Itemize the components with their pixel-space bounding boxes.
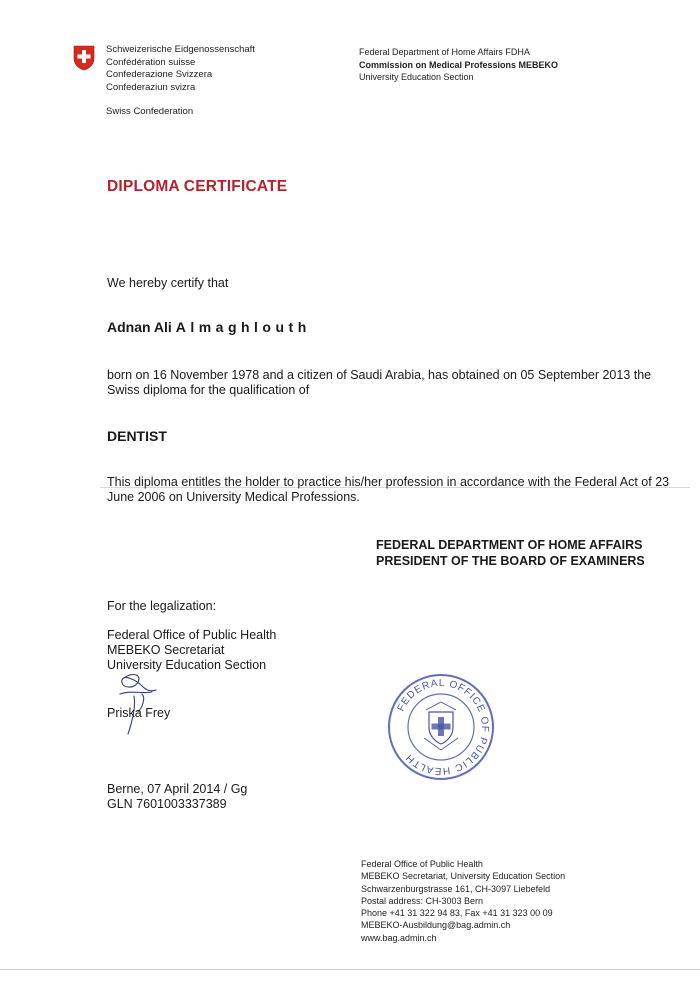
footer-line-secretariat: MEBEKO Secretariat, University Education Section [361, 871, 566, 882]
holder-name [107, 319, 311, 335]
section-line: University Education Section [359, 72, 474, 82]
office-line-2: MEBEKO Secretariat [107, 643, 225, 657]
gln-number: GLN 7601003337389 [107, 797, 227, 811]
department-line: Federal Department of Home Affairs FDHA [359, 47, 530, 57]
confederation-name-rm: Confederaziun svizra [106, 81, 196, 93]
confederation-names [106, 44, 255, 94]
legalization-label: For the legalization: [107, 599, 217, 613]
department-header [359, 46, 558, 84]
confederation-short: Swiss Confederation [106, 106, 194, 117]
confederation-name-de: Schweizerische Eidgenossenschaft [106, 44, 255, 55]
office-line-3: University Education Section [107, 658, 267, 672]
birth-line-2: Swiss diploma for the qualification of [107, 383, 310, 397]
entitlement-paragraph [107, 475, 669, 505]
signatory-name: Priska Frey [107, 706, 171, 720]
commission-line: Commission on Medical Professions MEBEKO [359, 59, 559, 70]
certify-intro: We hereby certify that [107, 276, 229, 290]
footer-line-phone: Phone +41 31 322 94 83, Fax +41 31 323 00 09 [361, 908, 553, 919]
bottom-edge-line [0, 969, 700, 970]
stamp-text: FEDERAL OFFICE OF PUBLIC HEALTH [395, 677, 491, 777]
holder-last-name: Almaghlouth [175, 319, 311, 335]
official-stamp-seal [386, 672, 496, 782]
entitlement-line-1: This diploma entitles the holder to practice his/her profession in accordance with the Federal Act of 23 [107, 475, 670, 489]
footer-line-office: Federal Office of Public Health [361, 859, 483, 869]
birth-paragraph [107, 368, 651, 398]
authority-line-1: FEDERAL DEPARTMENT OF HOME AFFAIRS [376, 538, 643, 552]
holder-first-name: Adnan Ali [107, 319, 172, 335]
place-date: Berne, 07 April 2014 / Gg [107, 782, 248, 796]
authority-block [376, 537, 645, 569]
signature-scribble [112, 668, 172, 740]
footer-line-street: Schwarzenburgstrasse 161, CH-3097 Liebefeld [361, 883, 551, 894]
certificate-title: DIPLOMA CERTIFICATE [107, 178, 288, 195]
footer-address [361, 858, 565, 944]
office-line-1: Federal Office of Public Health [107, 628, 277, 642]
qualification: DENTIST [107, 428, 167, 444]
legalization-office [107, 628, 327, 673]
entitlement-line-2: June 2006 on University Medical Professions. [107, 490, 360, 504]
footer-line-postal: Postal address: CH-3003 Bern [361, 895, 484, 906]
swiss-coat-of-arms-icon [73, 45, 95, 71]
birth-line-1: born on 16 November 1978 and a citizen of Saudi Arabia, has obtained on 05 September 2013 the [107, 368, 652, 382]
confederation-name-fr: Confédération suisse [106, 56, 196, 68]
footer-website-link[interactable]: www.bag.admin.ch [361, 932, 437, 943]
confederation-name-it: Confederazione Svizzera [106, 69, 213, 80]
footer-email-link[interactable]: MEBEKO-Ausbildung@bag.admin.ch [361, 920, 511, 931]
authority-line-2: PRESIDENT OF THE BOARD OF EXAMINERS [376, 554, 645, 568]
